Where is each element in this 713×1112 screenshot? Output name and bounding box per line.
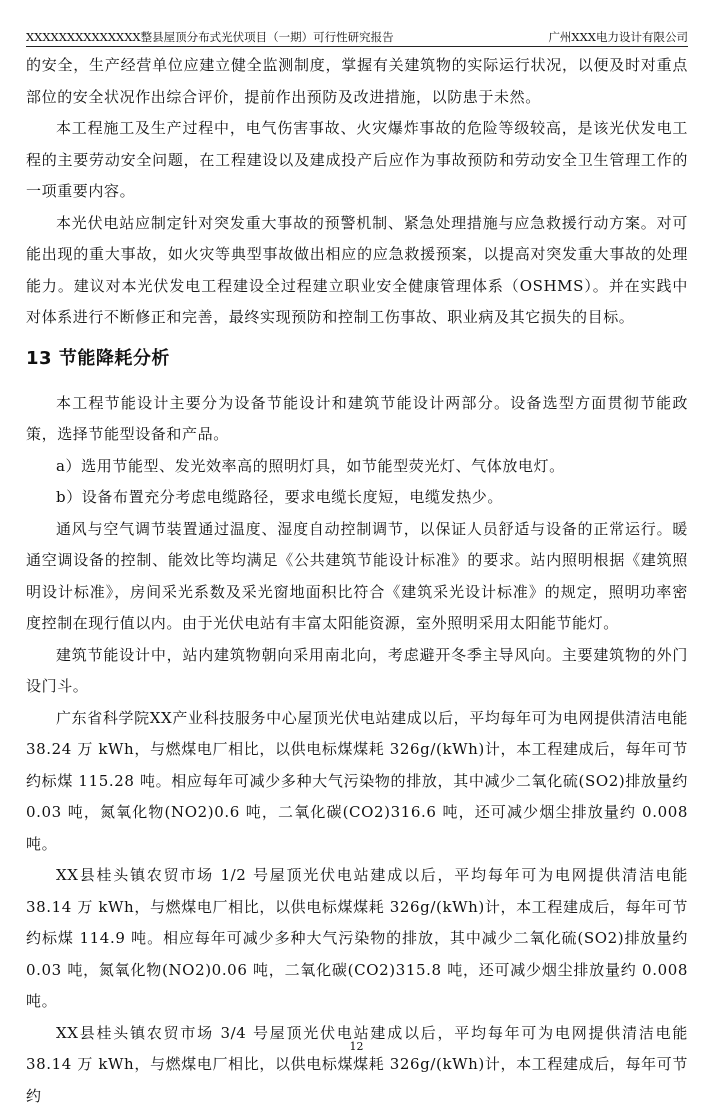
page-header (26, 28, 688, 47)
page-number: 12 (0, 1040, 713, 1054)
paragraph-safety-continuation: 的安全，生产经营单位应建立健全监测制度，掌握有关建筑物的实际运行状况，以便及时对重点部位的安全状况作出综合评价，提前作出预防及改进措施，以防患于未然。 (26, 50, 688, 113)
paragraph-emergency-plan: 本光伏电站应制定针对突发重大事故的预警机制、紧急处理措施与应急救援行动方案。对可能出现的重大事故，如火灾等典型事故做出相应的应急救援预案，以提高对突发重大事故的处理能力。建议对本光伏发电工程建设全过程建立职业安全健康管理体系（OSHMS）。并在实践中对体系进行不断修正和完善，最终实现预防和控制工伤事故、职业病及其它损失的目标。 (26, 208, 688, 334)
paragraph-hvac-lighting: 通风与空气调节装置通过温度、湿度自动控制调节，以保证人员舒适与设备的正常运行。暖通空调设备的控制、能效比等均满足《公共建筑节能设计标准》的要求。站内照明根据《建筑照明设计标准》，房间采光系数及采光窗地面积比符合《建筑采光设计标准》的规定，照明功率密度控制在现行值以内。由于光伏电站有丰富太阳能资源，室外照明采用太阳能节能灯。 (26, 514, 688, 640)
list-item-b: b）设备布置充分考虑电缆路径，要求电缆长度短，电缆发热少。 (26, 482, 688, 514)
paragraph-station-2-savings: XX县桂头镇农贸市场 1/2 号屋顶光伏电站建成以后，平均每年可为电网提供清洁电能 38.14 万 kWh，与燃煤电厂相比，以供电标煤煤耗 326g/(kWh)计，本工程建成后，每年可节约标煤 114.9 吨。相应每年可减少多种大气污染物的排放，其中减少二氧化硫(SO2)排放量约 0.03 吨，氮氧化物(NO2)0.06 吨，二氧化碳(CO2)315.8 吨，还可减少烟尘排放量约 0.008 吨。 (26, 860, 688, 1018)
paragraph-building-orientation: 建筑节能设计中，站内建筑物朝向采用南北向，考虑避开冬季主导风向。主要建筑物的外门设门斗。 (26, 640, 688, 703)
paragraph-station-3-savings: XX县桂头镇农贸市场 3/4 号屋顶光伏电站建成以后，平均每年可为电网提供清洁电能 38.14 万 kWh，与燃煤电厂相比，以供电标煤煤耗 326g/(kWh)计，本工程建成后，每年可节约 (26, 1018, 688, 1112)
section-heading: 13 节能降耗分析 (26, 343, 688, 375)
report-title: XXXXXXXXXXXXXX整县屋顶分布式光伏项目（一期）可行性研究报告 (26, 28, 394, 46)
paragraph-main-hazards: 本工程施工及生产过程中，电气伤害事故、火灾爆炸事故的危险等级较高，是该光伏发电工程的主要劳动安全问题，在工程建设以及建成投产后应作为事故预防和劳动安全卫生管理工作的一项重要内容。 (26, 113, 688, 208)
paragraph-station-1-savings: 广东省科学院XX产业科技服务中心屋顶光伏电站建成以后，平均每年可为电网提供清洁电能 38.24 万 kWh，与燃煤电厂相比，以供电标煤煤耗 326g/(kWh)计，本工程建成后，每年可节约标煤 115.28 吨。相应每年可减少多种大气污染物的排放，其中减少二氧化硫(SO2)排放量约 0.03 吨，氮氧化物(NO2)0.6 吨，二氧化碳(CO2)316.6 吨，还可减少烟尘排放量约 0.008 吨。 (26, 703, 688, 861)
paragraph-energy-design: 本工程节能设计主要分为设备节能设计和建筑节能设计两部分。设备选型方面贯彻节能政策，选择节能型设备和产品。 (26, 388, 688, 451)
list-item-a: a）选用节能型、发光效率高的照明灯具，如节能型荧光灯、气体放电灯。 (26, 451, 688, 483)
page-body (26, 50, 688, 1112)
company-name: 广州XXX电力设计有限公司 (548, 28, 688, 46)
